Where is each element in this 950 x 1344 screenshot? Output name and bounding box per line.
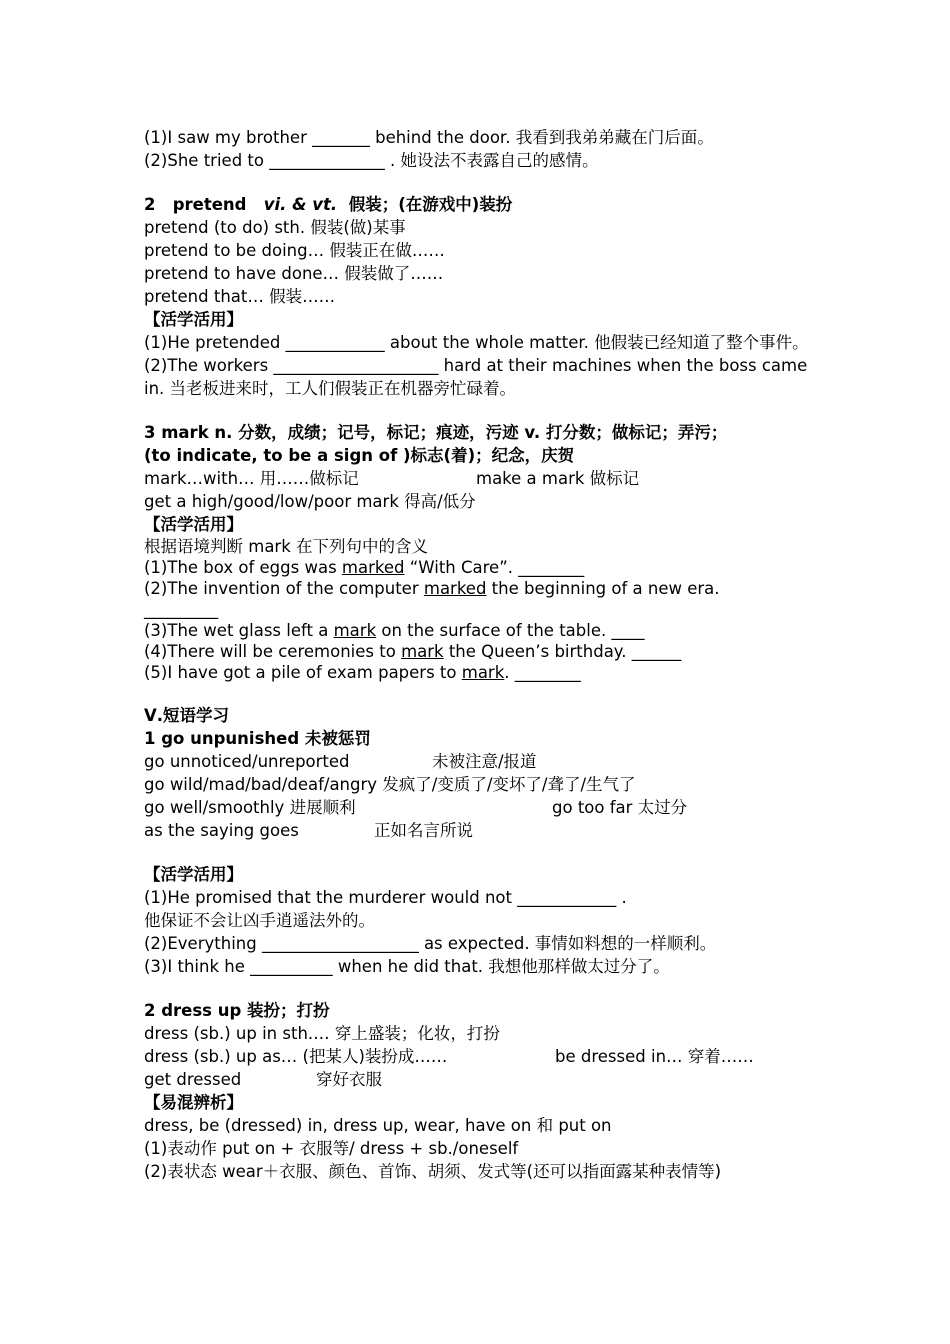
exercise-line: 他保证不会让凶手逍遥法外的。 [144,911,375,930]
confusion-line: (1)表动作 put on + 衣服等/ dress + sb./oneself [144,1139,519,1158]
part-of-speech: vi. & vt. [263,195,338,214]
exercise-line: (1)He pretended ____________ about the whole matter. 他假装已经知道了整个事件。 [144,333,809,352]
practice-label: 【活学活用】 [144,865,243,884]
phrase-meaning: 未被注意/报道 [432,752,537,771]
phrase-text: get dressed [144,1070,242,1089]
usage-row [144,467,824,490]
phrase-row [144,750,824,773]
target-word: marked [423,579,487,598]
confusion-line: (2)表状态 wear＋衣服、颜色、首饰、胡须、发式等(还可以指面露某种表情等) [144,1162,722,1181]
instruction-line: 根据语境判断 mark 在下列句中的含义 [144,537,429,556]
usage-line: make a mark 做标记 [476,469,640,488]
answer-blank: _________ [144,600,219,619]
item-number: 2 [144,195,156,214]
phrase-meaning: 正如名言所说 [374,821,473,840]
phrase-text: go wild/mad/bad/deaf/angry 发疯了/变质了/变坏了/聋了/生气了 [144,775,636,794]
target-word: mark [401,642,444,661]
phrase-text: dress (sb.) up in sth.… 穿上盛装；化妆，打扮 [144,1024,500,1043]
exercise-line: (4)There will be ceremonies to mark the Queen’s birthday. ______ [144,642,682,661]
usage-line: mark…with… 用……做标记 [144,469,359,488]
section-title: Ⅴ.短语学习 [144,706,230,725]
target-word: mark [461,663,505,682]
vocab-heading-mark: 3 mark n. 分数，成绩；记号，标记；痕迹，污迹 v. 打分数；做标记；弄污； [144,423,728,442]
usage-line: pretend (to do) sth. 假装(做)某事 [144,218,406,237]
target-word: mark [333,621,377,640]
phrase-row [144,1068,824,1091]
phrase-row [144,819,824,842]
phrase-text: go unnoticed/unreported [144,752,350,771]
sentence-line: (1)I saw my brother _______ behind the door. 我看到我弟弟藏在门后面。 [144,128,714,147]
exercise-line: (3)I think he __________ when he did that. 我想他那样做太过分了。 [144,957,670,976]
usage-line: pretend to be doing… 假装正在做…… [144,241,445,260]
phrase-row [144,1022,824,1045]
phrase-text: go well/smoothly 进展顺利 [144,798,356,817]
phrase-text: dress (sb.) up as… (把某人)装扮成…… [144,1047,448,1066]
phrase-row [144,796,824,819]
sentence-line: (2)She tried to ______________ . 她设法不表露自己的感情。 [144,151,599,170]
phrase-text: go too far 太过分 [552,798,688,817]
usage-line: get a high/good/low/poor mark 得高/低分 [144,492,476,511]
usage-line: pretend that… 假装…… [144,287,336,306]
exercise-line: (2)Everything ___________________ as expected. 事情如料想的一样顺利。 [144,934,717,953]
exercise-line: (1)He promised that the murderer would not ____________ . [144,888,627,907]
phrase-row [144,1045,824,1068]
document-page [144,126,824,1183]
phrase-heading-dress: 2 dress up 装扮；打扮 [144,1001,330,1020]
phrase-heading-go: 1 go unpunished 未被惩罚 [144,729,371,748]
exercise-line: (2)The workers ____________________ hard at their machines when the boss came in. 当老板进来时，工人们假装正在机器旁忙碌着。 [144,356,808,398]
practice-label: 【活学活用】 [144,310,243,329]
exercise-line: (3)The wet glass left a mark on the surface of the table. ____ [144,621,645,640]
phrase-text: be dressed in… 穿着…… [555,1047,754,1066]
headword: pretend [172,195,247,214]
phrase-row [144,773,824,796]
exercise-line: (1)The box of eggs was marked “With Care”. ________ [144,558,585,577]
phrase-meaning: 穿好衣服 [316,1070,382,1089]
usage-line: pretend to have done… 假装做了…… [144,264,444,283]
target-word: marked [341,558,405,577]
exercise-line: (5)I have got a pile of exam papers to mark. ________ [144,663,581,682]
phrase-text: as the saying goes [144,821,299,840]
headword-meaning: 假装；(在游戏中)装扮 [348,195,513,214]
vocab-heading-mark-cont: (to indicate, to be a sign of )标志(着)；纪念，庆贺 [144,446,575,465]
exercise-line: (2)The invention of the computer marked the beginning of a new era. [144,579,720,598]
practice-label: 【活学活用】 [144,515,243,534]
confusion-label: 【易混辨析】 [144,1093,243,1112]
vocab-heading-pretend [144,193,824,216]
confusion-line: dress, be (dressed) in, dress up, wear, have on 和 put on [144,1116,612,1135]
